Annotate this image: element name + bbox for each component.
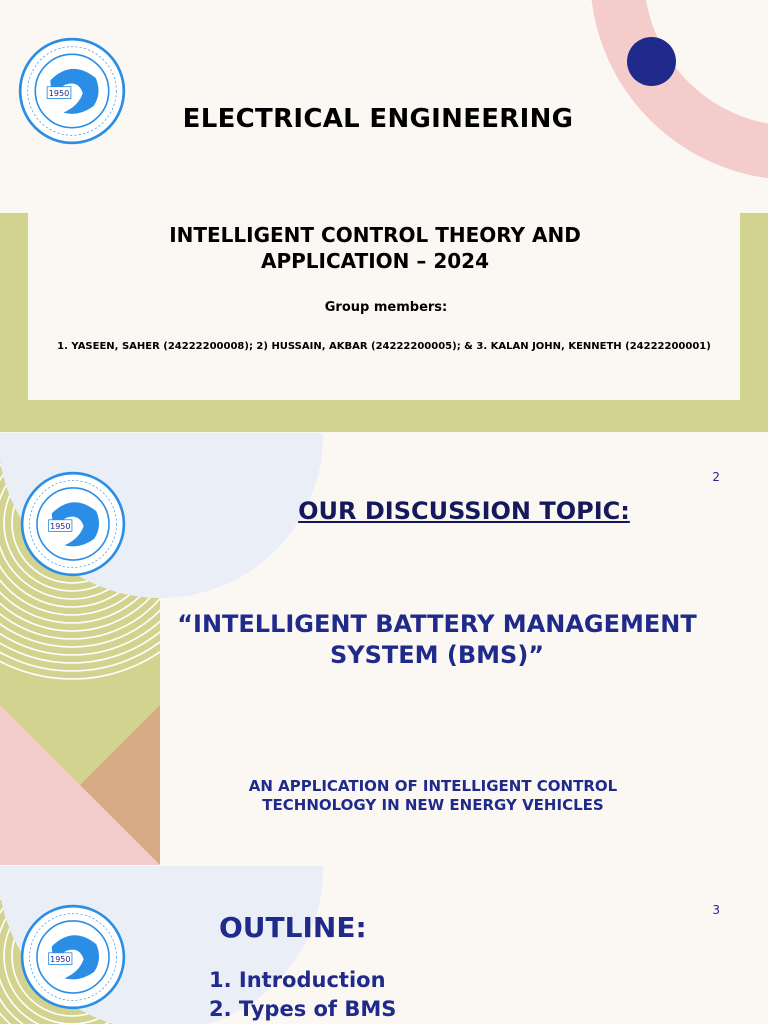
university-seal-icon: [20, 904, 126, 1010]
page-number: 2: [712, 470, 720, 484]
group-members-list: 1. YASEEN, SAHER (24222200008); 2) HUSSAIN, AKBAR (24222200005); & 3. KALAN JOHN, KENNETH (24222200001): [57, 341, 711, 352]
page-number: 3: [712, 903, 720, 917]
course-title: [100, 222, 650, 274]
topic-title-line2: SYSTEM (BMS)”: [329, 641, 545, 669]
outline-item: 1. Introduction: [209, 968, 386, 992]
department-title: ELECTRICAL ENGINEERING: [182, 104, 574, 134]
university-seal-icon: [20, 471, 126, 577]
course-title-line2: APPLICATION – 2024: [261, 249, 489, 273]
discussion-heading: OUR DISCUSSION TOPIC:: [298, 497, 630, 525]
logo-year: 1950: [50, 521, 71, 531]
topic-title-line1: “INTELLIGENT BATTERY MANAGEMENT: [177, 610, 697, 638]
topic-title: [160, 609, 714, 671]
logo-year: 1950: [50, 954, 71, 964]
logo-year: 1950: [48, 87, 70, 98]
outline-list: [209, 966, 396, 1024]
triangle-decoration: [0, 705, 160, 865]
topic-subtitle-line2: TECHNOLOGY IN NEW ENERGY VEHICLES: [262, 796, 604, 814]
navy-dot-decoration: [627, 37, 676, 86]
slide-discussion-topic: [0, 433, 768, 865]
slide-outline: [0, 866, 768, 1024]
group-members-label: Group members:: [324, 300, 448, 315]
topic-subtitle-line1: AN APPLICATION OF INTELLIGENT CONTROL: [248, 777, 618, 795]
course-title-line1: INTELLIGENT CONTROL THEORY AND: [169, 223, 581, 247]
outline-heading: OUTLINE:: [219, 911, 367, 944]
slide-title: [0, 0, 768, 432]
outline-item: 2. Types of BMS: [209, 997, 397, 1021]
pink-arc-decoration: [590, 0, 768, 180]
topic-subtitle: [200, 777, 666, 815]
